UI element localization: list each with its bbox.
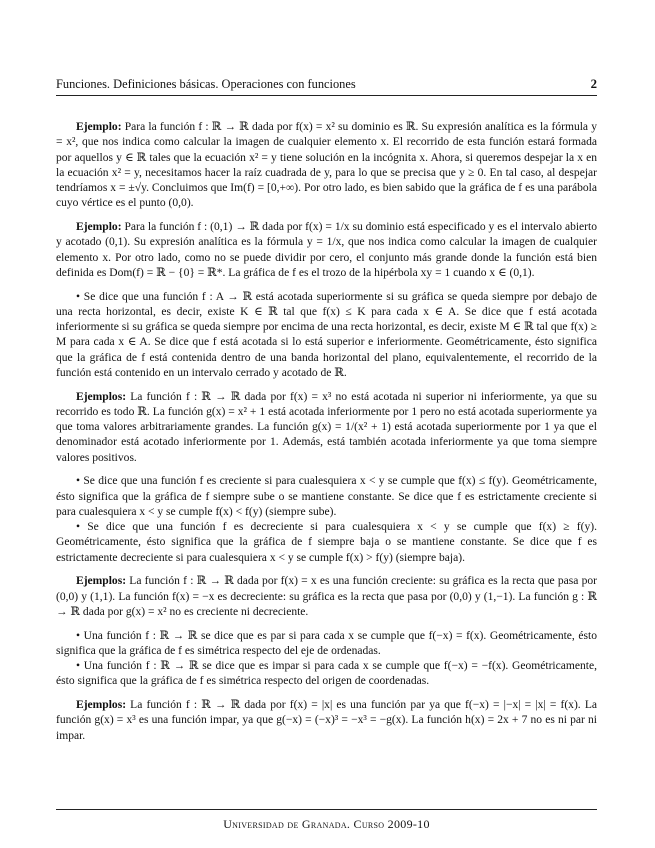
page-number: 2 <box>590 77 597 91</box>
body-text <box>56 120 597 752</box>
paragraph <box>56 290 597 382</box>
paragraph-lead: Ejemplos: <box>76 699 127 711</box>
paragraph-text: • Una función f : ℝ → ℝ se dice que es impar si para cada x se cumple que f(−x) = −f(x). Geométricamente, ésto significa que la gráfica de f es simétrica respecto del origen de coordenadas. <box>56 660 597 688</box>
paragraph-text: Para la función f : (0,1) → ℝ dada por f(x) = 1/x su dominio está especificado y es el intervalo abierto y acotado (0,1). Su expresión analítica es la fórmula y = 1/x, que nos indica como calcular la imagen de cualquier elemento x. Por otro lado, como no se puede dividir por cero, el conjunto más grande donde la función está bien definida es Dom(f) = ℝ − {0} = ℝ*. La gráfica de f es el trozo de la hipérbola xy = 1 cuando x ∈ (0,1). <box>56 221 597 279</box>
running-header <box>56 77 597 92</box>
paragraph-lead: Ejemplo: <box>76 221 122 233</box>
footer-rule <box>56 809 597 810</box>
running-footer: Universidad de Granada. Curso 2009-10 <box>223 817 430 831</box>
header-title: Funciones. Definiciones básicas. Operaciones con funciones <box>56 77 356 91</box>
paragraph-text: • Se dice que una función f : A → ℝ está acotada superiormente si su gráfica se queda siempre por debajo de una recta horizontal, es decir, existe K ∈ ℝ tal que f(x) ≤ K para cada x ∈ A. Se dice que f está acotada inferiormente si su gráfica se queda siempre por encima de una recta horizontal, es decir, existe M ∈ ℝ tal que f(x) ≥ M para cada x ∈ A. Se dice que f está acotada si lo está superior e inferiormente. Geométricamente, ésto significa que la gráfica de f está contenida dentro de una banda horizontal del plano, equivalentemente, el recorrido de la función está contenido en un intervalo cerrado y acotado de ℝ. <box>56 290 597 379</box>
paragraph <box>56 698 597 744</box>
paragraph <box>56 520 597 566</box>
paragraph <box>56 659 597 690</box>
paragraph-text: Para la función f : ℝ → ℝ dada por f(x) = x² su dominio es ℝ. Su expresión analítica es la fórmula y = x², que nos indica como calcular la imagen de cualquier elemento x. El recorrido de esta función estará formada por aquellos y ∈ ℝ tales que la ecuación x² = y tiene solución en la incógnita x. Ahora, si queremos despejar la x en la ecuación x² = y, necesitamos hacer la raíz cuadrada de y, para lo que se precisa que y ≥ 0. En tal caso, al despejar tendríamos x = ±√y. Concluimos que Im(f) = [0,+∞). Por otro lado, es bien sabido que la gráfica de f es una parábola cuyo vértice es el punto (0,0). <box>56 121 597 210</box>
paragraph-text: La función f : ℝ → ℝ dada por f(x) = x es una función creciente: su gráfica es la recta que pasa por (0,0) y (1,1). La función f(x) = −x es decreciente: su gráfica es la recta que pasa por (0,0) y (1,−1). La función g : ℝ → ℝ dada por g(x) = x² no es creciente ni decreciente. <box>56 575 597 618</box>
paragraph <box>56 390 597 466</box>
paragraph-text: • Una función f : ℝ → ℝ se dice que es par si para cada x se cumple que f(−x) = f(x). Geométricamente, ésto significa que la gráfica de f es simétrica respecto del eje de ordenadas. <box>56 629 597 657</box>
paragraph-text: La función f : ℝ → ℝ dada por f(x) = |x| es una función par ya que f(−x) = |−x| = |x| = f(x). La función g(x) = x³ es una función impar, ya que g(−x) = (−x)³ = −x³ = −g(x). La función h(x) = 2x + 7 no es ni par ni impar. <box>56 699 597 742</box>
header-rule <box>56 95 597 96</box>
paragraph-lead: Ejemplo: <box>76 121 122 133</box>
paragraph-lead: Ejemplos: <box>76 575 127 588</box>
paragraph-lead: Ejemplos: <box>76 390 127 403</box>
paragraph <box>56 574 597 620</box>
paragraph <box>56 474 597 520</box>
paragraph <box>56 220 597 281</box>
paragraph <box>56 629 597 660</box>
paragraph <box>56 120 597 212</box>
paragraph-text: La función f : ℝ → ℝ dada por f(x) = x³ no está acotada ni superior ni inferiormente, ya que su recorrido es todo ℝ. La función g(x) = x² + 1 está acotada inferiormente por 1 pero no está acotada superiormente ya que toma valores arbitrariamente grandes. La función g(x) = 1/(x² + 1) está acotada superiormente por 1 ya que el denominador está acotado inferiormente por 1. Además, está también acotada inferiormente ya que toma siempre valores positivos. <box>56 390 597 464</box>
paragraph-text: • Se dice que una función f es decreciente si para cualesquiera x < y se cumple que f(x) ≥ f(y). Geométricamente, ésto significa que la gráfica de f siempre baja o se mantiene constante. Se dice que f es estrictamente decreciente si para cualesquiera x < y se cumple f(x) > f(y) (siempre baja). <box>56 521 597 564</box>
paragraph-text: • Se dice que una función f es creciente si para cualesquiera x < y se cumple que f(x) ≤ f(y). Geométricamente, ésto significa que la gráfica de f siempre sube o se mantiene constante. Se dice que f es estrictamente creciente si para cualesquiera x < y se cumple f(x) < f(y) (siempre sube). <box>56 475 597 518</box>
